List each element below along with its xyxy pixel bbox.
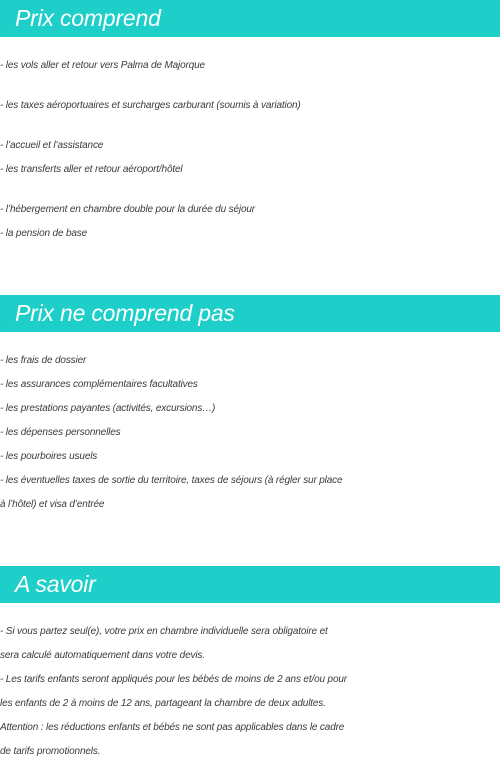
section-header-prix-ne-comprend-pas: [0, 295, 500, 332]
list-item: - les éventuelles taxes de sortie du territoire, taxes de séjours (à régler sur place: [0, 475, 343, 486]
list-item: - les assurances complémentaires facultatives: [0, 379, 198, 390]
paragraph-line: - Les tarifs enfants seront appliqués pour les bébés de moins de 2 ans et/ou pour: [0, 674, 347, 685]
section-title: Prix ne comprend pas: [15, 300, 235, 326]
paragraph-line: les enfants de 2 à moins de 12 ans, partageant la chambre de deux adultes.: [0, 698, 326, 709]
list-item: - les pourboires usuels: [0, 451, 98, 462]
list-item: - l’hébergement en chambre double pour la durée du séjour: [0, 204, 255, 215]
section-title: Prix comprend: [15, 5, 161, 31]
list-item: - les transferts aller et retour aéroport/hôtel: [0, 164, 183, 175]
paragraph-line: de tarifs promotionnels.: [0, 746, 101, 757]
list-item: - les frais de dossier: [0, 355, 87, 366]
section-header-prix-comprend: [0, 0, 500, 37]
section-header-a-savoir: [0, 566, 500, 603]
paragraph-line: sera calculé automatiquement dans votre devis.: [0, 650, 205, 661]
list-item: - les vols aller et retour vers Palma de Majorque: [0, 60, 205, 71]
paragraph-line: Attention : les réductions enfants et bébés ne sont pas applicables dans le cadre: [0, 722, 345, 733]
list-item: - l’accueil et l’assistance: [0, 140, 104, 151]
paragraph-line: - Si vous partez seul(e), votre prix en chambre individuelle sera obligatoire et: [0, 626, 328, 637]
section-title: A savoir: [15, 571, 96, 597]
list-item: - les prestations payantes (activités, excursions…): [0, 403, 216, 414]
list-item: - les taxes aéroportuaires et surcharges carburant (soumis à variation): [0, 100, 301, 111]
list-item: - les dépenses personnelles: [0, 427, 121, 438]
list-item: à l’hôtel) et visa d’entrée: [0, 499, 105, 510]
list-item: - la pension de base: [0, 228, 88, 239]
